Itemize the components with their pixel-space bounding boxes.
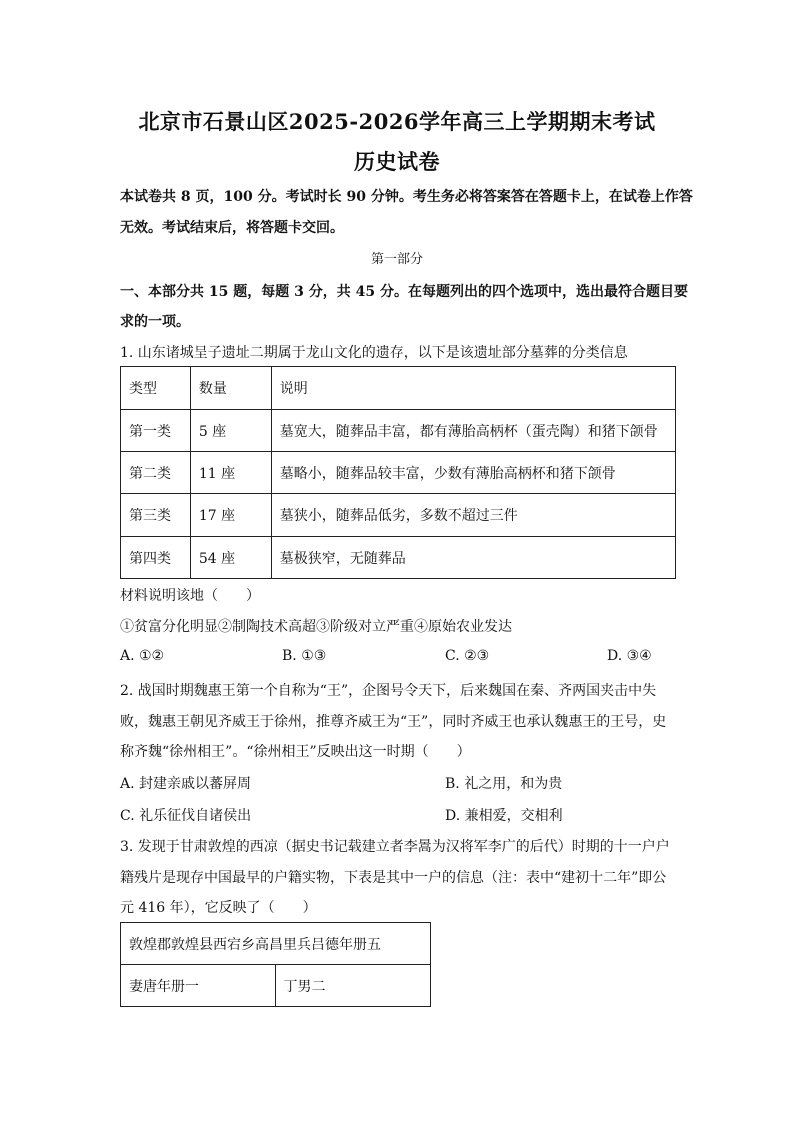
table-cell: 17 座 [190,494,271,537]
q1-prompt: 材料说明该地（ ） [120,588,260,604]
q3-table [120,922,431,1007]
table-cell: 墓狭小，随葬品低劣，多数不超过三件 [271,494,675,537]
q3-stem-line-1: 3. 发现于甘肃敦煌的西凉（据史书记载建立者李暠为汉将军李广的后代）时期的十一户户 [120,839,670,855]
table-cell: 11 座 [190,452,271,494]
table-cell: 墓极狭窄，无随葬品 [271,537,675,579]
q3-stem-line-3: 元 416 年），它反映了（ ） [120,900,317,916]
table-row [121,410,676,452]
table-cell: 敦煌郡敦煌县西宕乡高昌里兵吕德年册五 [121,923,431,965]
q1-stem: 1. 山东诸城呈子遗址二期属于龙山文化的遗存，以下是该遗址部分墓葬的分类信息 [120,345,628,361]
q2-stem-line-3: 称齐魏“徐州相王”。“徐州相王”反映出这一时期（ ） [120,744,471,760]
table-cell: 墓略小，随葬品较丰富，少数有薄胎高柄杯和猪下颌骨 [271,452,675,494]
q2-stem-line-1: 2. 战国时期魏惠王第一个自称为“王”，企图号令天下，后来魏国在秦、齐两国夹击中失 [120,683,657,699]
q1-statements: ①贫富分化明显②制陶技术高超③阶级对立严重④原始农业发达 [120,619,512,635]
q1-option-c[interactable]: C. ②③ [445,648,490,664]
table-cell: 丁男二 [275,965,431,1007]
table-header-cell: 类型 [121,367,191,410]
q2-option-d[interactable]: D. 兼相爱，交相利 [445,808,563,824]
q2-stem-line-2: 败，魏惠王朝见齐威王于徐州，推尊齐威王为“王”，同时齐威王也承认魏惠王的王号，史 [120,714,667,730]
table-row [121,452,676,494]
table-row [121,494,676,537]
exam-title: 北京市石景山区2025-2026学年高三上学期期末考试 [138,109,656,134]
part-instruction-1: 一、本部分共 15 题，每题 3 分，共 45 分。在每题列出的四个选项中，选出最符合题目要 [120,284,688,300]
table-cell: 第三类 [121,494,191,537]
q1-table [120,366,676,579]
q2-option-c[interactable]: C. 礼乐征伐自诸侯出 [120,808,252,824]
q1-option-b[interactable]: B. ①③ [282,648,327,664]
table-cell: 54 座 [190,537,271,579]
q1-option-a[interactable]: A. ①② [120,648,165,664]
table-cell: 5 座 [190,410,271,452]
table-row [121,965,431,1007]
table-header-cell: 说明 [271,367,675,410]
table-cell: 墓宽大，随葬品丰富，都有薄胎高柄杯（蛋壳陶）和猪下颌骨 [271,410,675,452]
table-row [121,923,431,965]
part-title: 第一部分 [370,252,423,267]
table-header-cell: 数量 [190,367,271,410]
q1-option-d[interactable]: D. ③④ [607,648,652,664]
exam-subtitle: 历史试卷 [354,149,440,174]
part-instruction-2: 求的一项。 [120,314,190,330]
table-header-row [121,367,676,410]
table-row [121,537,676,579]
q2-option-b[interactable]: B. 礼之用，和为贵 [445,776,563,792]
table-cell: 妻唐年册一 [121,965,276,1007]
table-cell: 第二类 [121,452,191,494]
table-cell: 第四类 [121,537,191,579]
q2-option-a[interactable]: A. 封建亲戚以蕃屏周 [120,776,252,792]
intro-line-1: 本试卷共 8 页，100 分。考试时长 90 分钟。考生务必将答案答在答题卡上，在试卷上作答 [120,189,693,205]
q3-stem-line-2: 籍残片是现存中国最早的户籍实物，下表是其中一户的信息（注：表中“建初十二年”即公 [120,870,667,886]
intro-line-2: 无效。考试结束后，将答题卡交回。 [120,220,344,236]
table-cell: 第一类 [121,410,191,452]
